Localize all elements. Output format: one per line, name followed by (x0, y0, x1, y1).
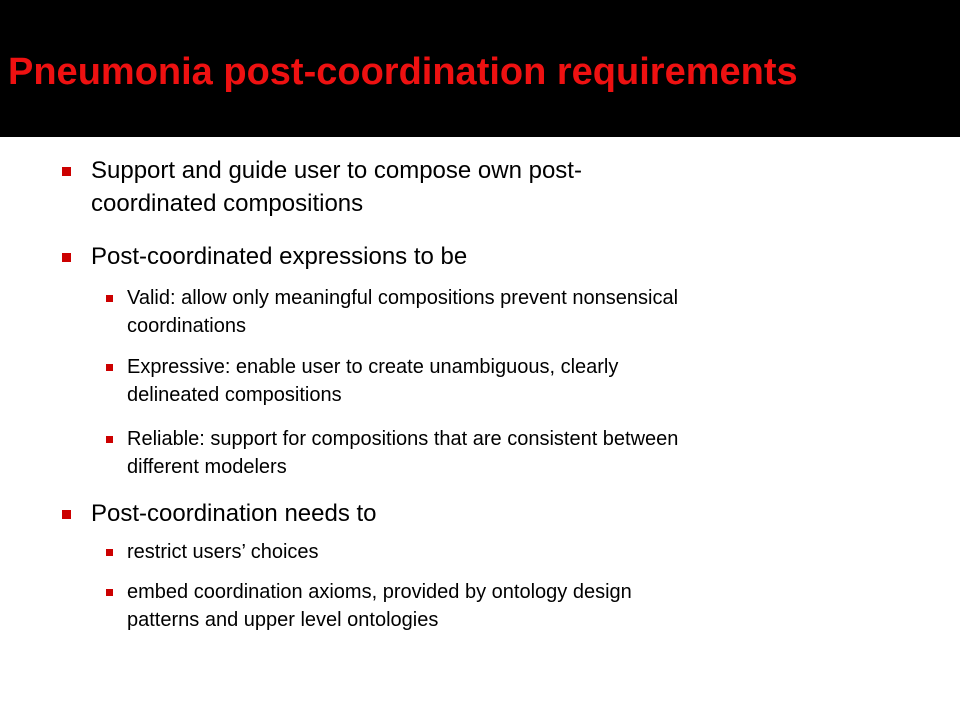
slide-title: Pneumonia post-coordination requirements (8, 51, 798, 93)
subbullet-text-line-1: Reliable: support for compositions that are consistent between (127, 428, 679, 450)
bullet-text: Post-coordination needs to (91, 500, 377, 527)
bullet-text-line-1: Support and guide user to compose own post- (91, 157, 582, 184)
subbullet-text-line-1: embed coordination axioms, provided by ontology design (127, 581, 632, 603)
bullet-square-icon (62, 253, 71, 262)
bullet-square-icon (62, 167, 71, 176)
subbullet-square-icon (106, 589, 113, 596)
title-bar (0, 0, 960, 137)
bullet-text: Post-coordinated expressions to be (91, 243, 468, 270)
subbullet-square-icon (106, 436, 113, 443)
subbullet-expressive (106, 353, 886, 409)
subbullet-square-icon (106, 295, 113, 302)
subbullet-embed-axioms (106, 578, 886, 634)
bullet-expressions-to-be (62, 240, 862, 273)
subbullet-text-line-2: different modelers (127, 456, 287, 478)
subbullet-square-icon (106, 549, 113, 556)
subbullet-text-line-1: Expressive: enable user to create unambiguous, clearly (127, 356, 619, 378)
bullet-text-line-2: coordinated compositions (91, 190, 364, 217)
subbullet-valid (106, 284, 886, 340)
subbullet-reliable (106, 425, 886, 481)
subbullet-text-line-1: Valid: allow only meaningful compositions prevent nonsensical (127, 287, 679, 309)
subbullet-text-line-2: coordinations (127, 315, 246, 337)
subbullet-text-line-2: patterns and upper level ontologies (127, 609, 439, 631)
subbullet-text: restrict users’ choices (127, 541, 319, 563)
subbullet-restrict-choices (106, 538, 886, 566)
bullet-square-icon (62, 510, 71, 519)
bullet-needs-to (62, 497, 862, 530)
bullet-compose-compositions (62, 154, 862, 220)
subbullet-square-icon (106, 364, 113, 371)
subbullet-text-line-2: delineated compositions (127, 384, 342, 406)
